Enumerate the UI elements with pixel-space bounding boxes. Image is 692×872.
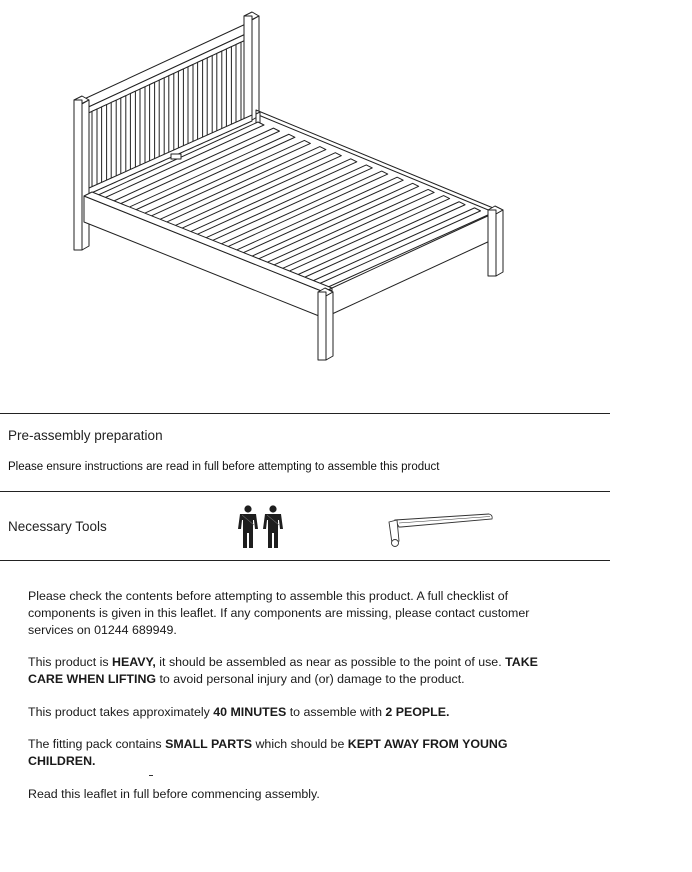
two-people-icon xyxy=(234,505,288,549)
headboard-slat xyxy=(188,64,193,149)
divider-middle xyxy=(0,491,610,492)
text: it should be assembled as near as possible to the point of use. xyxy=(155,655,506,669)
preassembly-subtitle: Please ensure instructions are read in full before attempting to assemble this product xyxy=(8,461,440,473)
headboard-slat xyxy=(169,73,174,158)
children-emphasis: KEPT AWAY FROM YOUNG CHILDREN. xyxy=(28,737,508,768)
heavy-warning-paragraph xyxy=(28,654,568,688)
text: which should be xyxy=(252,737,348,751)
text: This product is xyxy=(28,655,113,669)
headboard-slat xyxy=(198,60,203,145)
people-emphasis: 2 PEOPLE. xyxy=(385,705,450,719)
small-parts-paragraph xyxy=(28,736,528,770)
headboard-slat xyxy=(150,82,155,167)
headboard-slat xyxy=(130,91,135,175)
headboard-slat xyxy=(159,78,164,163)
headboard-slat xyxy=(140,87,145,171)
read-leaflet-paragraph xyxy=(28,786,568,803)
small-parts-emphasis: SMALL PARTS xyxy=(165,737,253,751)
preassembly-title: Pre-assembly preparation xyxy=(8,428,163,443)
bed-frame-icon xyxy=(60,0,520,370)
text: to avoid personal injury and (or) damage to the product. xyxy=(156,672,465,686)
headboard-slat xyxy=(102,105,107,189)
text: This product takes approximately xyxy=(28,705,214,719)
headboard-slat xyxy=(178,69,183,154)
necessary-tools-title: Necessary Tools xyxy=(8,519,107,534)
headboard-slat xyxy=(217,51,222,137)
headboard-slat xyxy=(236,42,241,128)
read-leaflet-text: Read this leaflet in full before commencing assembly. xyxy=(28,787,320,801)
assembly-time-paragraph xyxy=(28,704,568,721)
lifting-emphasis: TAKE CARE WHEN LIFTING xyxy=(28,655,538,686)
headboard-slat xyxy=(121,96,126,180)
headboard-slat xyxy=(111,100,116,184)
heavy-emphasis: HEAVY, xyxy=(112,655,156,669)
time-emphasis: 40 MINUTES xyxy=(213,705,287,719)
text: to assemble with xyxy=(286,705,386,719)
divider-top xyxy=(0,413,610,414)
headboard-slat xyxy=(207,56,212,141)
allen-key-icon xyxy=(385,510,497,550)
contents-check-text: Please check the contents before attempting to assemble this product. A full checklist of components is given in this leaflet. If any components are missing, please contact customer services on 01244 689949. xyxy=(28,589,530,637)
divider-bottom xyxy=(0,560,610,561)
stray-mark xyxy=(149,775,153,776)
text: The fitting pack contains xyxy=(28,737,166,751)
headboard-slat xyxy=(226,47,231,133)
contents-check-paragraph xyxy=(28,588,568,639)
headboard-slat xyxy=(92,109,97,193)
